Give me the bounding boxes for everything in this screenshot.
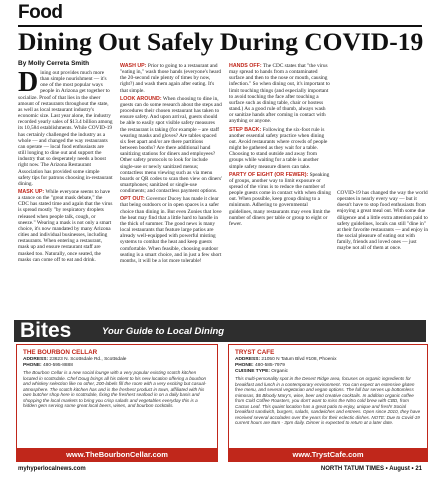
listing-name: THE BOURBON CELLAR <box>23 349 98 356</box>
listing-description: The Bourbon Cellar is a new social lounge with a very popular existing scotch kitchen located in scottsdale. Chef Doug brings all his talent to his new location offering a bourbon and whiskey selection like no other, 200-labels fill the room with a very exciting but casual- atmosphere. The scotch kitchen has and is the freshest product in town, affiliated with his own butcher shop here in scottsdale, fixing the freshest seafood in on a daily basis and shopping the local markets to bring you crisp salads and vegetables everyday this is a hidden gem serving some great local beers, wines, and bourbon cocktails. <box>23 370 207 408</box>
address-label: ADDRESS: <box>235 357 261 362</box>
section-label: Food <box>18 2 63 23</box>
listing-address <box>235 357 421 362</box>
tip-heading: HANDS OFF: <box>229 63 262 69</box>
listing-tryst-cafe <box>228 344 428 462</box>
phone-label: PHONE: <box>235 363 254 368</box>
intro-paragraph <box>18 67 113 187</box>
article-column-3 <box>229 63 331 229</box>
address-value: 21050 N Tatum Blvd #108, Phoenix <box>261 357 337 362</box>
tip-party-of-eight <box>229 172 331 227</box>
closing-paragraph: COVID-19 has changed the way the world operates in nearly every way — but it doesn't have to stop food enthusiasts from enjoying a great meal out. With some due diligence and a little extra attention paid to safety guidelines, locals can still "dine in" at their favorite restaurants — and enjoy in the social pleasure of eating out with family, friends and loved ones — just maybe not all of them at once. <box>337 190 429 252</box>
tip-text: Governor Ducey has made it clear that being outdoors or in open spaces is a safer choice than dining in. But even Zonies that love the heat may find that a little hard to handle in the thick of summer. The good news is many local restaurants that feature large patios are already well-equipped with powerful misting systems to combat the heat and keep guests comfortable. When feasible, choosing outdoor seating is a smart choice, and in just a few short months, it will be a lot more tolerable! <box>120 196 222 264</box>
listing-bourbon-cellar <box>16 344 218 462</box>
tip-heading: OPT OUT: <box>120 196 145 203</box>
listing-name: TRYST CAFE <box>235 349 275 356</box>
listing-url[interactable]: www.TheBourbonCellar.com <box>17 448 217 461</box>
tip-text: While everyone seems to have a stance on the "great mask debate," the CDC has stated time and again that the virus is spread mostly "by respiratory droplets released when people talk, cough, or sneeze." Wearing a mask is not only a smart choice, it's now mandated by many Arizona cities and individual businesses, including restaurants. When entering a restaurant, mask up and ensure restaurant staff are masked too. Naturally, once seated, the masks can come off to eat and drink. <box>18 188 113 263</box>
listing-cuisine <box>235 369 421 374</box>
footer-website: myhyperlocalnews.com <box>18 466 86 472</box>
intro-text: ining out provides much more than simple nourishment — it's one of the most popular ways people in Arizona get together to socialize. Proof of that lies in the sheer amount of restaurants throughout the state, as well as local restaurant industry's economic size. Last year alone, the industry recorded yearly sales of $13.4 billion among its 10,584 establishments. While COVID-19 has certainly challenged the industry as a whole — and changed the way restaurants can operate — local food enthusiasts are still longing to dine out and support the industry that so desperately needs a boost right now. The Arizona Restaurant Association has provided some simple safety tips for patrons choosing in-restaurant dining. <box>18 70 113 187</box>
article-column-4 <box>337 190 429 254</box>
byline: By Molly Cerreta Smith <box>18 60 90 67</box>
listing-url[interactable]: www.TrystCafe.com <box>229 448 427 461</box>
tip-opt-out <box>120 196 222 264</box>
tip-wash-up <box>120 63 222 94</box>
tip-look-around <box>120 96 222 195</box>
tip-heading: STEP BACK: <box>229 126 262 133</box>
phone-value: 480-585-7979 <box>255 363 285 368</box>
cuisine-label: CUISINE TYPE: <box>235 369 270 374</box>
listing-phone <box>23 363 211 368</box>
listing-description: This multi-personality spot in the Desert Ridge area, focuses on organic ingredients for breakfast and lunch in a contemporary environment. You can expect an extensive gluten free menu, and several vegetarian and vegan options. The full bar serves up bottomless mimosas, $6 Bloody Mary's, wine, beer and creative cocktails. In addition organic coffee from Cold Coffee Roasters, you don't want to miss the Nitro cold brew with CBD, from Cactus Leaf. This quaint location has a great patio to enjoy, unique and fresh! Social breakfast sandwich, burgers, salads, sandwiches and entrees. Open since 2010, they have received several accolades over the years for their eclectic dishes. NOTE: Due to Covid-19 current hours are 8am - 3pm daily. Dinner is expected to return at a later date. <box>235 376 421 425</box>
bites-subtitle: Your Guide to Local Dining <box>102 326 225 337</box>
listing-address <box>23 357 211 362</box>
article-column-2 <box>120 63 222 266</box>
tip-heading: LOOK AROUND: <box>120 95 162 102</box>
cuisine-value: Organic <box>271 369 289 374</box>
tip-heading: MASK UP: <box>18 188 45 195</box>
drop-cap: D <box>18 67 39 98</box>
address-label: ADDRESS: <box>23 357 49 362</box>
listing-phone <box>235 363 421 368</box>
bites-title: Bites <box>20 319 72 342</box>
tip-hands-off <box>229 63 331 125</box>
tip-text: The CDC states that "the virus may spread to hands from a contaminated surface and then to the nose or mouth, causing infection." So when dining out, it's important to limit touching things (and especially important to avoid touching the face after touching a surface such as dining table, chair or hostess stand.) As a good rule of thumb, always wash or sanitize hands after coming in contact with anything or anyone. <box>229 63 330 125</box>
footer-folio: NORTH TATUM TIMES • August • 21 <box>320 466 422 472</box>
phone-value: 480-595-8888 <box>43 363 73 368</box>
phone-label: PHONE: <box>23 363 42 368</box>
tip-text: Prior to going to a restaurant and "eating in," wash those hands (everyone's heard the 20-second rule plenty of times by now, right?) and wash them again after eating. It's that simple. <box>120 63 222 94</box>
tip-text: When choosing to dine in, guests can do some research about the steps and procedures their chosen restaurant has taken to ensure safety. And upon arrival, guests should be able to easily spot visible safety measures the restaurant is taking (for example – are staff wearing masks and gloves? Are tables spaced six feet apart and/or are there partitions between booths? Are there additional hand sanitizing stations for diners and employees? Other safety protocols to look for include single-use or newly sanitized menus; contactless menu viewing such as via menu boards or QR codes to scan then view on diners' smartphones; sanitized or single-use condiments; and contactless payment options. <box>120 95 223 195</box>
article-column-1 <box>18 67 113 265</box>
tip-text: Following the six-foot rule is another essential safety practice when dining out. Avoid restaurants where crowds of people might be gathered as they wait for a table. Choosing to stand outside and away from groups while waiting for a table is another simple safety measure diners can take. <box>229 126 328 170</box>
tip-heading: WASH UP: <box>120 63 147 69</box>
tip-text: Speaking of groups, another way to limit exposure or spread of the virus is to reduce the number of people guests come in contact with when dining out. When possible, keep group dining to a minimum. Adhering to governmental guidelines, many restaurants may even limit the number of diners per table or group to eight or fewer. <box>229 171 331 227</box>
tip-step-back <box>229 127 331 170</box>
address-value: 23623 N. Scottsdale Rd., Scottsdale <box>49 357 127 362</box>
tip-mask-up <box>18 189 113 263</box>
tip-heading: PARTY OF EIGHT (OR FEWER): <box>229 171 309 178</box>
headline: Dining Out Safely During COVID-19 <box>18 27 424 56</box>
